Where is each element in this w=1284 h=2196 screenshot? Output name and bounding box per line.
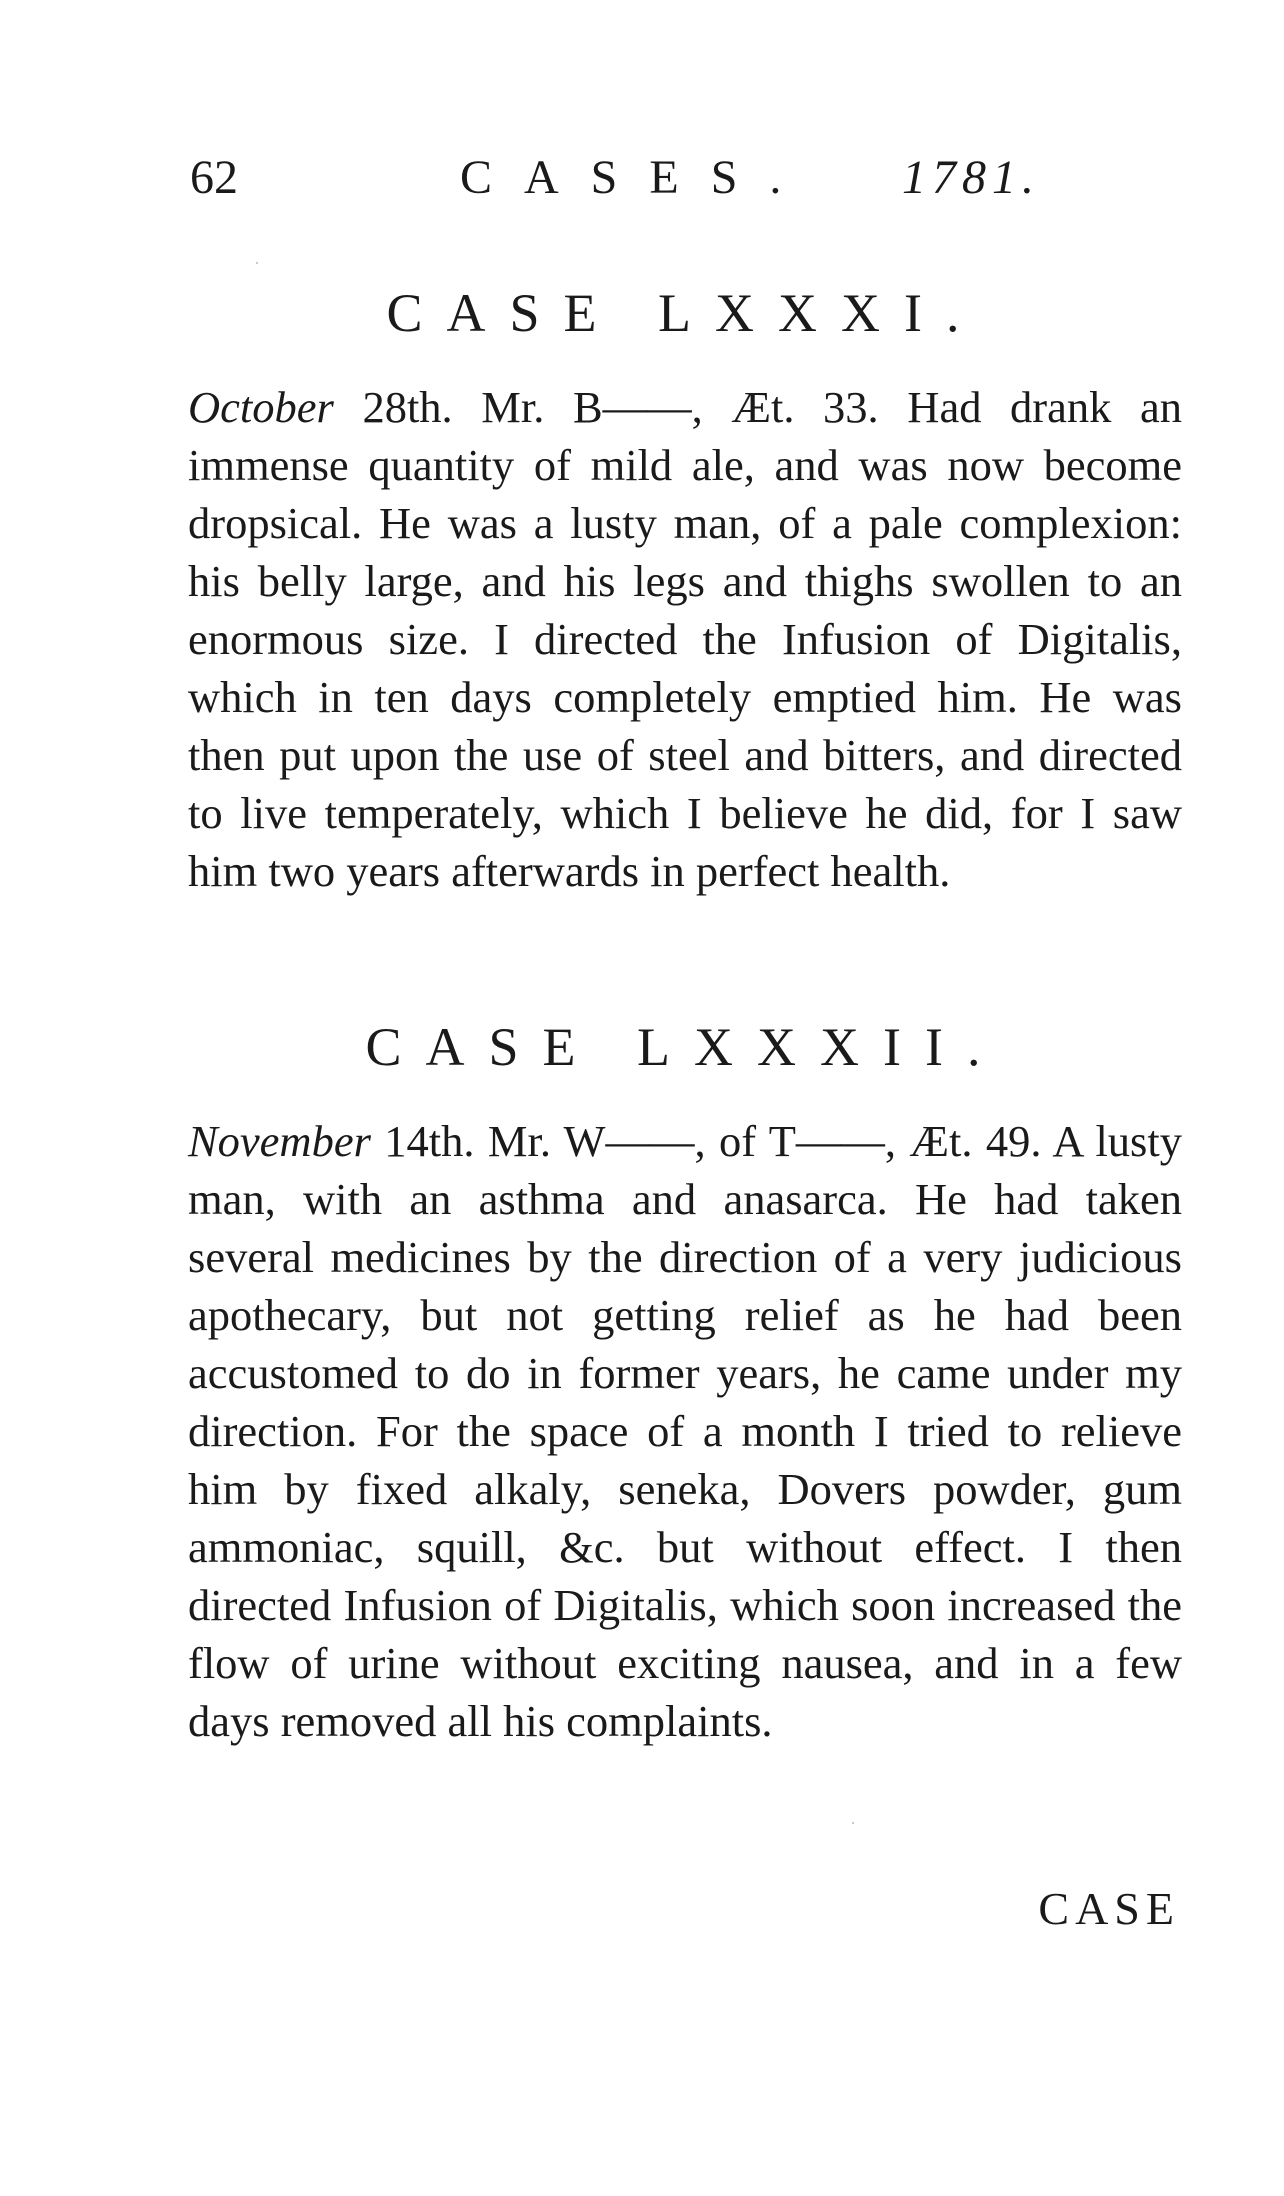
case-date: November <box>188 1116 371 1166</box>
catchword: CASE <box>1038 1883 1180 1934</box>
case-heading: CASE LXXXI. <box>386 283 984 343</box>
running-head <box>190 150 1040 210</box>
case-date: October <box>188 382 334 432</box>
case-text: 14th. Mr. W——, of T——, Æt. 49. A lusty man, with an asthma and anasarca. He had taken several medicines by the direction of a very judicious apothecary, but not getting relief as he had been accustomed to do in former years, he came under my direction. For the space of a month I tried to relieve him by fixed alkaly, seneka, Dovers powder, gum ammoniac, squill, &c. but without effect. I then directed Infusion of Digitalis, which soon increased the flow of urine without exciting nausea, and in a few days removed all his complaints. <box>188 1116 1182 1746</box>
case-text: 28th. Mr. B——, Æt. 33. Had drank an immense quantity of mild ale, and was now become dropsical. He was a lusty man, of a pale complexion: his belly large, and his legs and thighs swollen to an enormous size. I directed the Infusion of Digitalis, which in ten days completely emptied him. He was then put upon the use of steel and bitters, and directed to live temperately, which I believe he did, for I saw him two years afterwards in perfect health. <box>188 382 1182 896</box>
print-speck <box>256 262 258 264</box>
print-speck <box>852 1822 854 1824</box>
running-title: CASES. <box>460 151 814 204</box>
case-paragraph <box>188 378 1182 900</box>
case-heading: CASE LXXXII. <box>365 1017 1005 1077</box>
case-paragraph <box>188 1112 1182 1750</box>
page-number: 62 <box>190 151 238 204</box>
running-year: 1781. <box>902 151 1040 204</box>
